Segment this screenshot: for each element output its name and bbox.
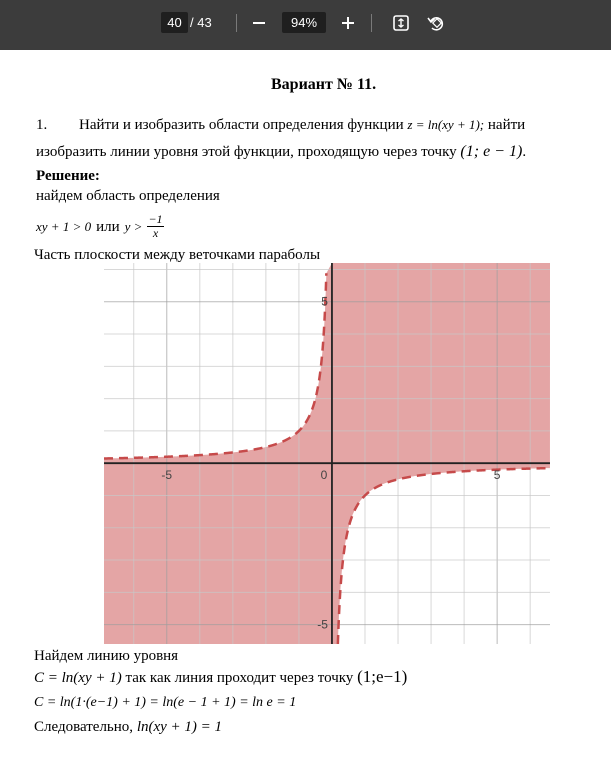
rotate-button[interactable] [424, 11, 448, 35]
level-point: (1;e−1) [357, 667, 408, 686]
inequality-or: или [96, 218, 120, 235]
origin-label: 0 [320, 468, 328, 483]
region-description: Часть плоскости между веточками параболы [34, 247, 321, 263]
task-text-end: найти [487, 117, 526, 133]
level-c-formula: C = ln(xy + 1) [34, 670, 122, 686]
domain-region-chart [104, 263, 550, 644]
task-dot: . [522, 144, 527, 160]
region-fills [104, 263, 550, 644]
fit-page-button[interactable] [389, 11, 413, 35]
zoom-level-input[interactable]: 94% [282, 12, 326, 33]
zoom-out-button[interactable] [247, 11, 271, 35]
task-number: 1. [36, 117, 48, 133]
conclusion-word: Следовательно, [34, 719, 134, 735]
variant-title: Вариант № 11. [271, 76, 377, 93]
y-tick-label: 5 [321, 294, 328, 309]
region-left-fill [104, 263, 332, 644]
page-number-input[interactable]: 40 [161, 12, 188, 33]
zoom-in-button[interactable] [336, 11, 360, 35]
conclusion-equation: ln(xy + 1) = 1 [136, 719, 223, 735]
inequality-right: y > [124, 218, 143, 234]
level-since-text: так как линия проходит через точку [125, 670, 354, 686]
conclusion-line [34, 718, 222, 736]
solution-label: Решение: [36, 168, 100, 184]
task-formula: z = ln(xy + 1); [407, 117, 485, 132]
x-tick-label: 5 [493, 468, 501, 483]
inequality-left: xy + 1 > 0 [36, 218, 92, 234]
task-point: (1; e − 1) [460, 143, 523, 160]
pdf-toolbar [0, 0, 611, 50]
rotate-icon [426, 13, 446, 33]
toolbar-divider [371, 14, 372, 32]
inequality-fraction [147, 213, 163, 240]
domain-line: найдем область определения [36, 188, 220, 204]
task-text-2: изобразить линии уровня этой функции, проходящую через точку [36, 144, 457, 160]
minus-icon [252, 16, 266, 30]
page-separator: / [190, 15, 194, 30]
fraction-denominator: x [152, 226, 159, 240]
hyperbola-right-branch [338, 468, 550, 644]
task-text-line1 [79, 116, 525, 134]
level-calculation: C = ln(1·(e−1) + 1) = ln(e − 1 + 1) = ln e = 1 [34, 695, 297, 710]
y-tick-label: -5 [317, 617, 328, 632]
page-total [190, 12, 212, 33]
x-tick-label: -5 [161, 468, 173, 483]
fraction-numerator: −1 [148, 212, 163, 226]
task-text-line2 [36, 143, 526, 161]
task-text-start: Найти и изобразить области определения функции [79, 117, 404, 133]
toolbar-divider [236, 14, 237, 32]
domain-inequality [36, 213, 164, 240]
fit-page-icon [392, 14, 410, 32]
page-total-count: 43 [197, 15, 212, 30]
plus-icon [341, 16, 355, 30]
level-line-title: Найдем линию уровня [34, 648, 179, 664]
level-line-formula [34, 668, 407, 687]
